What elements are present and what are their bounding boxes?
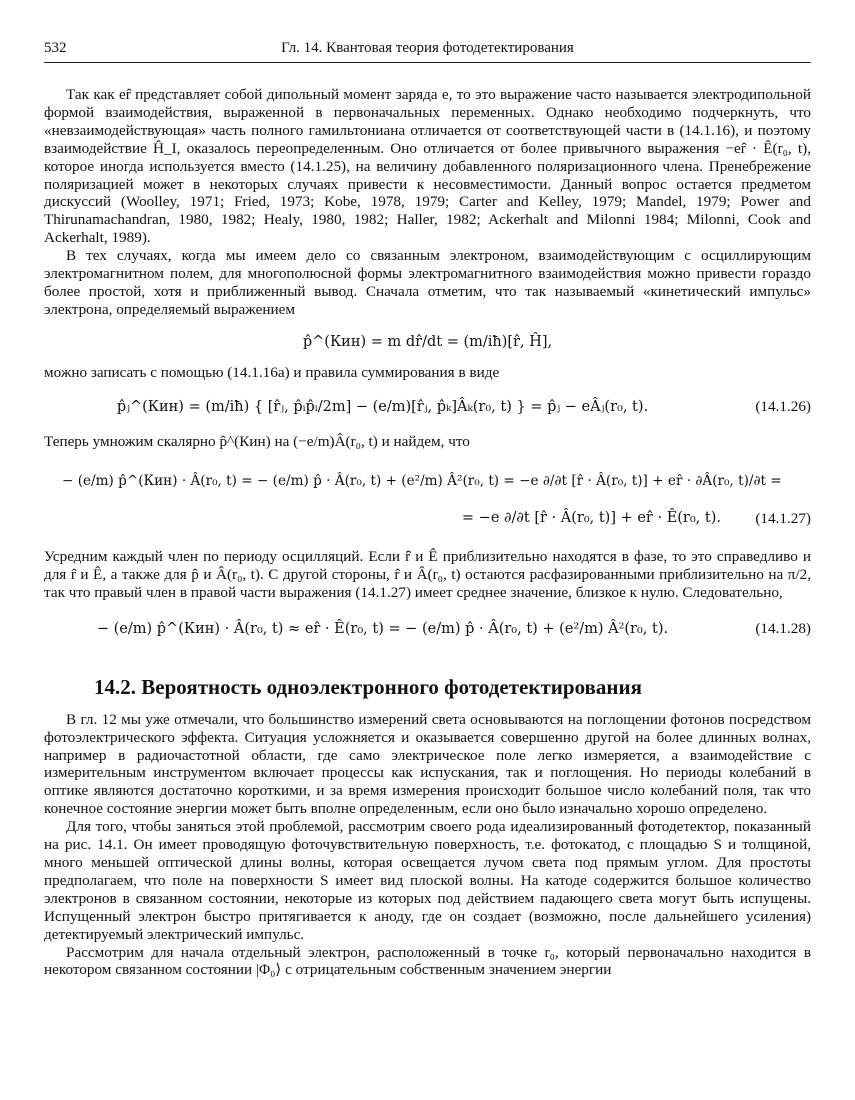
section-heading: 14.2. Вероятность одноэлектронного фотодетектирования [94,674,642,699]
paragraph-6: В гл. 12 мы уже отмечали, что большинство измерений света основываются на поглощении фотонов посредством фотоэлектрического эффекта. Ситуация усложняется и оказывается совершенно другой на более длинных волнах, например в радиочастотной области, где само электрическое поле легко измеряется, а взаимодействие с измерительным инструментом включает процессы как испускания, так и поглощения. Но периоды колебаний в оптике являются достаточно короткими, и за время измерения происходит большое число колебаний поля, так что конечное состояние энергии может быть вполне определенным, если оно было изначально хорошо определено. [44,710,811,818]
equation-number: (14.1.26) [755,398,811,416]
equation-text: p̂ⱼ^(Кин) = (m/iħ) { [r̂ⱼ, p̂ᵢp̂ᵢ/2m] − (e/m)[r̂ⱼ, p̂ₖ]Âₖ(r₀, t) } = p̂ⱼ − eÂⱼ(r₀, t). [116,398,649,415]
equation-14-1-27-line-2 [44,509,811,528]
paragraph-5: Усредним каждый член по периоду осцилляций. Если r̂̈ и Ê приблизительно находятся в фазе, то это справедливо и для r̂ и Ê, а также для p̂ и Â(r₀, t). С другой стороны, r̂ и Â(r₀, t) остаются расфазированными приблизительно на π/2, так что правый член в правой части выражения (14.1.27) имеет среднее значение, близкое к нулю. Следовательно, [44,548,811,602]
page-body [44,86,811,979]
paragraph-4: Теперь умножим скалярно p̂^(Кин) на (−e/m)Â(r₀, t) и найдем, что [44,432,470,450]
equation-14-1-26 [44,398,811,417]
equation-kinetic-momentum [44,333,811,352]
equation-14-1-27-line-1 [44,472,811,491]
equation-number: (14.1.27) [755,509,811,527]
equation-text: p̂^(Кин) = m dr̂/dt = (m/iħ)[r̂, Ĥ], [302,333,553,350]
paragraph-2: В тех случаях, когда мы имеем дело со связанным электроном, взаимодействующим с осциллирующим электромагнитном полем, для многополюсной формы электромагнитного взаимодействия можно привести гораздо более простой, хотя и приближенный вывод. Сначала отметим, что так называемый «кинетический импульс» электрона, определяемый выражением [44,247,811,318]
paragraph-8: Рассмотрим для начала отдельный электрон, расположенный в точке r₀, который первоначально находится в некотором связанном состоянии |Φ₀⟩ с отрицательным собственным значением энергии [44,943,811,979]
equation-text: − (e/m) p̂^(Кин) · Â(r₀, t) ≈ er̂ · Ê(r₀, t) = − (e/m) p̂ · Â(r₀, t) + (e²/m) Â²(r₀, t). [96,620,669,637]
paragraph-1: Так как er̂ представляет собой дипольный момент заряда e, то это выражение часто называется электродипольной формой взаимодействия, выраженной в первоначальных переменных. Однако необходимо подчеркнуть, что «невзаимодействующая» часть полного гамильтониана отличается от соответствующей части в (14.1.16), и поэтому взаимодействие Ĥ_I, оказалось переопределенным. Оно отличается от более привычного выражения −er̂ · Ê(r₀, t), которое иногда используется вместо (14.1.25), на величину добавленного поляризационного члена. Пренебрежение поляризацией может в некоторых случаях привести к несовместимости. Данный вопрос остается предметом дискуссий (Woolley, 1971; Fried, 1973; Kobe, 1978, 1979; Carter and Kelley, 1979; Mandel, 1979; Power and Thirunamachandran, 1980, 1982; Healy, 1980, 1982; Haller, 1982; Ackerhalt and Milonni 1984; Milonni, Cook and Ackerhalt, 1989). [44,86,811,247]
page-number: 532 [44,40,67,56]
equation-text: − (e/m) p̂^(Кин) · Â(r₀, t) = − (e/m) p̂ · Â(r₀, t) + (e²/m) Â²(r₀, t) = −e ∂/∂t [r̂ · Â(r₀, t)] + er̂ · ∂Â(r₀, t)/∂t = [62,473,782,490]
paragraph-3: можно записать с помощью (14.1.16а) и правила суммирования в виде [44,363,500,381]
running-head: Гл. 14. Квантовая теория фотодетектирования [281,40,574,56]
paragraph-7: Для того, чтобы заняться этой проблемой, рассмотрим своего рода идеализированный фотодетектор, показанный на рис. 14.1. Он имеет проводящую фоточувствительную поверхность, т.е. фотокатод, с площадью S и толщиной, много меньшей оптической длины волны, которая освещается лучом света под прямым углом. Для простоты предполагаем, что поле на поверхности S имеет вид плоской волны. На катоде содержится большое количество электронов в связанном состоянии, некоторые из которых под действием падающего света могут быть испущены. Испущенный электрон быстро притягивается к аноду, где он создает (возможно, после дальнейшего усиления) детектируемый электрический импульс. [44,818,811,943]
equation-number: (14.1.28) [755,620,811,638]
equation-14-1-28 [44,620,811,639]
page-header [44,36,811,63]
equation-text: = −e ∂/∂t [r̂ · Â(r₀, t)] + er̂ · Ê(r₀, t). [461,510,721,527]
